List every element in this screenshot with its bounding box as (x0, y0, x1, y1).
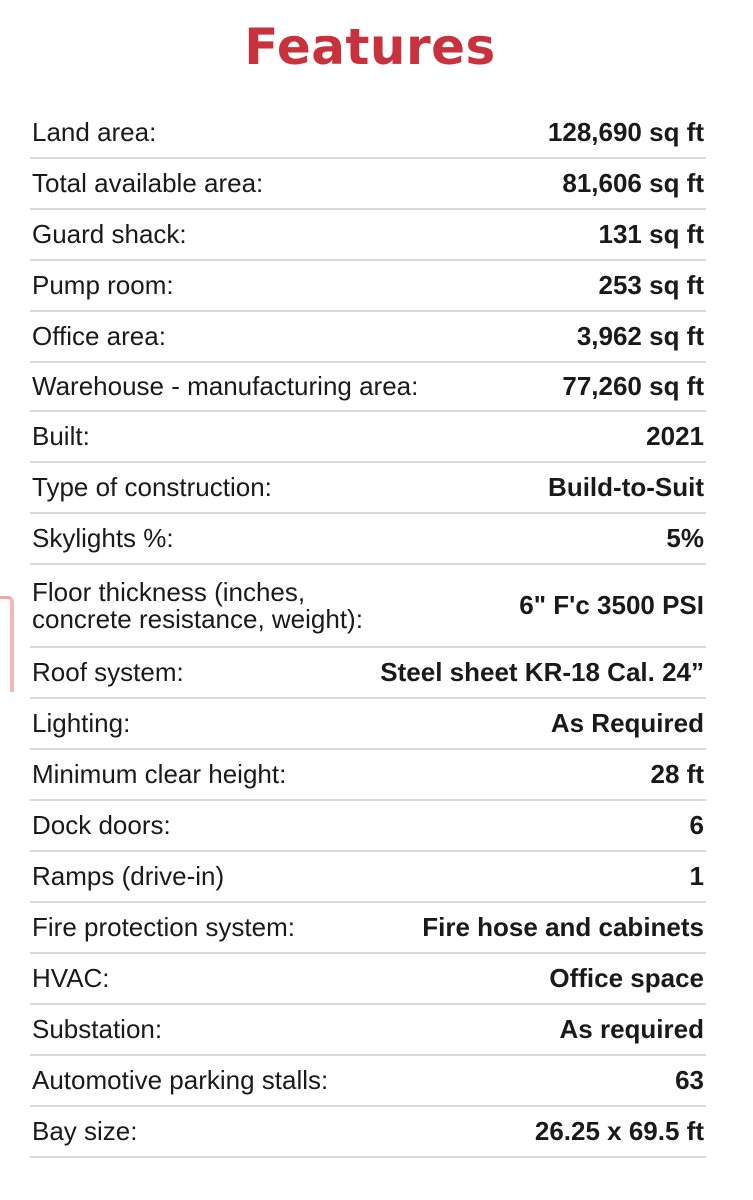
features-row-minimum-clear-height (30, 750, 706, 801)
row-value: 253 sq ft (598, 270, 704, 300)
row-label: Substation: (32, 1014, 163, 1044)
row-value: 26.25 x 69.5 ft (534, 1116, 704, 1146)
row-label: HVAC: (32, 963, 110, 993)
row-value: 2021 (646, 421, 704, 451)
features-row-fire-protection-system (30, 903, 706, 954)
row-value: Steel sheet KR-18 Cal. 24” (380, 657, 704, 687)
row-value: 77,260 sq ft (562, 371, 704, 401)
features-row-bay-size (30, 1107, 706, 1158)
row-label: Land area: (32, 117, 157, 147)
features-row-pump-room (30, 261, 706, 312)
features-row-dock-doors (30, 801, 706, 852)
features-row-ramps (30, 852, 706, 903)
features-row-warehouse-manufacturing-area (30, 363, 706, 412)
row-label: Office area: (32, 321, 166, 351)
row-value: 28 ft (650, 759, 704, 789)
features-row-substation (30, 1005, 706, 1056)
features-row-lighting (30, 699, 706, 750)
features-row-guard-shack (30, 210, 706, 261)
features-row-land-area (30, 108, 706, 159)
features-row-roof-system (30, 648, 706, 699)
features-row-automotive-parking-stalls (30, 1056, 706, 1107)
row-label: Total available area: (32, 168, 264, 198)
row-label-line: concrete resistance, weight): (32, 603, 363, 634)
row-value: Build-to-Suit (548, 472, 704, 502)
row-label: Bay size: (32, 1116, 138, 1146)
row-value: 128,690 sq ft (547, 117, 704, 147)
row-label: Type of construction: (32, 472, 272, 502)
row-label: Dock doors: (32, 810, 171, 840)
row-value: Office space (549, 963, 704, 993)
row-label: Built: (32, 421, 90, 451)
row-label: Guard shack: (32, 219, 187, 249)
row-value: As required (559, 1014, 704, 1044)
row-label: Roof system: (32, 657, 184, 687)
features-row-floor-thickness (30, 565, 706, 648)
row-label: Skylights %: (32, 523, 174, 553)
features-row-hvac (30, 954, 706, 1005)
row-label: Lighting: (32, 708, 131, 738)
row-value: Fire hose and cabinets (422, 912, 704, 942)
row-value: 6" F'c 3500 PSI (519, 590, 704, 620)
features-row-type-of-construction (30, 463, 706, 514)
row-value: 5% (666, 523, 704, 553)
row-value: 63 (675, 1065, 704, 1095)
row-value: 6 (689, 810, 704, 840)
row-value: 1 (689, 861, 704, 891)
features-row-office-area (30, 312, 706, 363)
row-value: 131 sq ft (598, 219, 704, 249)
row-label: Minimum clear height: (32, 759, 287, 789)
row-value: As Required (550, 708, 704, 738)
features-row-total-available-area (30, 159, 706, 210)
row-label: Ramps (drive-in) (32, 861, 225, 891)
row-label: Warehouse - manufacturing area: (32, 371, 419, 401)
features-row-skylights (30, 514, 706, 565)
row-value: 81,606 sq ft (562, 168, 704, 198)
row-label: Fire protection system: (32, 912, 295, 942)
row-label-line: Floor thickness (inches, (32, 576, 306, 607)
row-label (30, 576, 363, 634)
features-list (30, 108, 706, 1158)
page-title: Features (244, 18, 496, 76)
row-label: Automotive parking stalls: (32, 1065, 329, 1095)
row-value: 3,962 sq ft (576, 321, 704, 351)
row-label: Pump room: (32, 270, 174, 300)
features-row-built (30, 412, 706, 463)
edge-marker (0, 596, 14, 692)
